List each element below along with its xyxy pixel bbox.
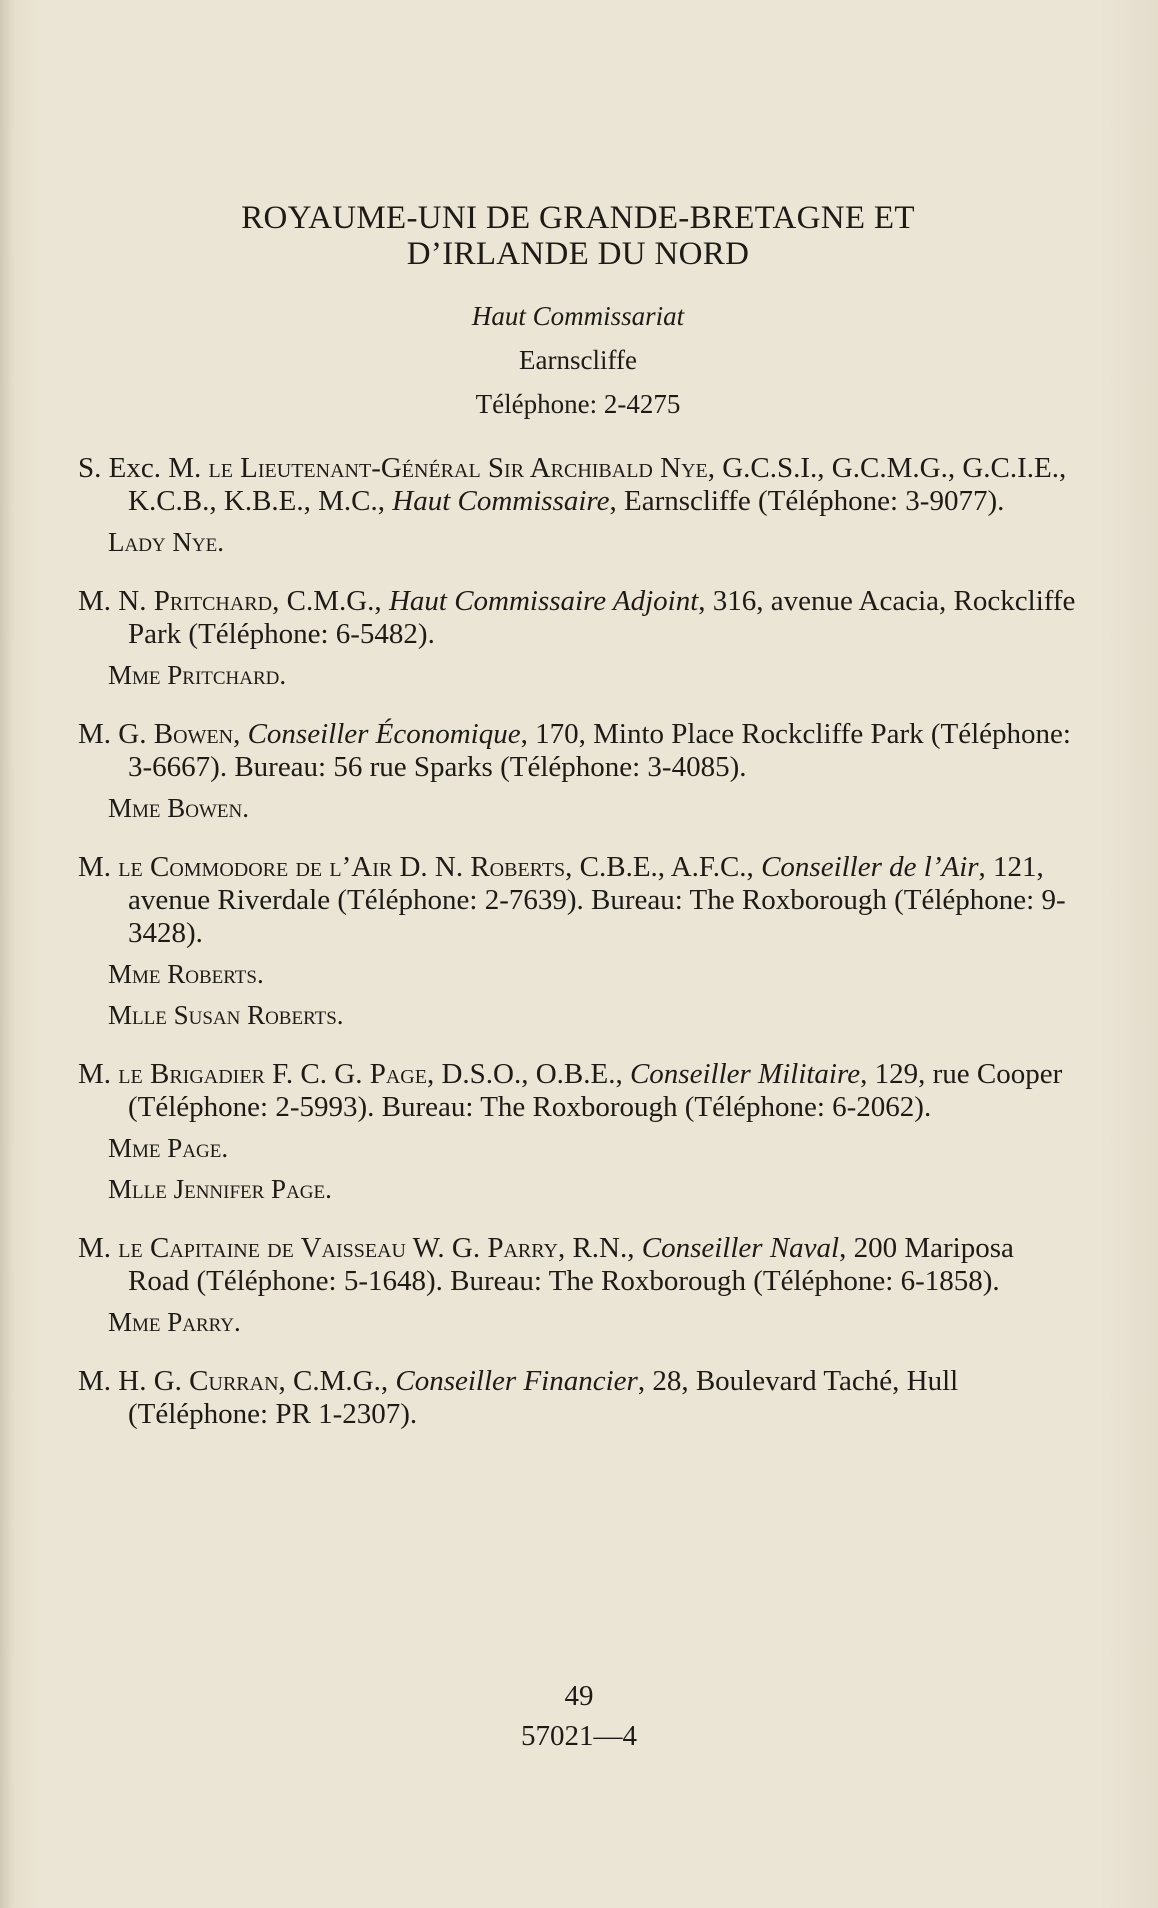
- entry-prefix: M.: [78, 851, 119, 883]
- office-name: Haut Commissariat: [471, 301, 685, 331]
- entry-address: , 316, avenue Acacia, Rockcliffe Park (Téléphone: 6-5482).: [128, 585, 1076, 650]
- entry-title: Conseiller de l’Air: [761, 851, 979, 883]
- entry-address: , 28, Boulevard Taché, Hull (Téléphone: PR 1-2307).: [128, 1365, 959, 1430]
- entry-honours: , D.S.O., O.B.E.,: [426, 1058, 630, 1090]
- entry-honours: , R.N.,: [557, 1232, 642, 1264]
- spouse-line: Mme Parry.: [108, 1307, 241, 1337]
- entry: [78, 1232, 1078, 1298]
- entry-name: le Lieutenant-Général Sir Archibald Nye: [208, 452, 708, 484]
- entry-text: [78, 718, 1078, 784]
- entry-honours: , C.M.G.,: [272, 585, 389, 617]
- entry-name: le Capitaine de Vaisseau W. G. Parry: [118, 1232, 558, 1264]
- entry-name: H. G. Curran: [118, 1365, 279, 1397]
- spouse-line: Mlle Susan Roberts.: [108, 1000, 344, 1030]
- entry-name: le Brigadier F. C. G. Page: [118, 1058, 427, 1090]
- page-number: 49: [564, 1680, 594, 1712]
- entry-name: N. Pritchard: [118, 585, 273, 617]
- entry-name: G. Bowen: [118, 718, 234, 750]
- office-place: Earnscliffe: [519, 345, 637, 375]
- entries-list: [78, 452, 1078, 1431]
- entry-text: [78, 452, 1078, 518]
- entry-title: Haut Commissaire Adjoint: [388, 585, 699, 617]
- entry-name: le Commodore de l’Air D. N. Roberts: [118, 851, 566, 883]
- content: [78, 200, 1078, 1431]
- entry-prefix: M.: [78, 1365, 119, 1397]
- entry-prefix: M.: [78, 1058, 119, 1090]
- entry-honours: , C.B.E., A.F.C.,: [565, 851, 762, 883]
- print-code: 57021—4: [521, 1720, 637, 1752]
- title-line-2: D’IRLANDE DU NORD: [406, 236, 750, 272]
- title-line-1: ROYAUME-UNI DE GRANDE-BRETAGNE ET: [241, 200, 915, 236]
- spouse-line: Mme Pritchard.: [108, 660, 287, 690]
- entry-title: Haut Commissaire: [392, 485, 610, 517]
- entry-text: [78, 851, 1078, 950]
- spouse-line: Mme Bowen.: [108, 793, 249, 823]
- entry: [78, 851, 1078, 950]
- spouse-line: Mme Page.: [108, 1133, 229, 1163]
- entry: [78, 718, 1078, 784]
- spouse-line: Lady Nye.: [108, 527, 224, 557]
- entry: [78, 1058, 1078, 1124]
- entry: [78, 452, 1078, 518]
- spouse-line: Mme Roberts.: [108, 959, 264, 989]
- spouse-line: Mlle Jennifer Page.: [108, 1174, 332, 1204]
- office-phone: Téléphone: 2-4275: [475, 389, 681, 419]
- entry-address: , 170, Minto Place Rockcliffe Park (Téléphone: 3-6667). Bureau: 56 rue Sparks (Téléphone: 3-4085).: [128, 718, 1071, 783]
- entry-honours: , G.C.S.I., G.C.M.G., G.C.I.E., K.C.B., K.B.E., M.C.,: [128, 452, 1067, 517]
- entry-honours: ,: [233, 718, 248, 750]
- entry-text: [78, 1365, 1078, 1431]
- entry-text: [78, 1058, 1078, 1124]
- entry-prefix: M.: [78, 1232, 119, 1264]
- entry-title: Conseiller Économique: [247, 718, 521, 750]
- entry-title: Conseiller Financier: [395, 1365, 638, 1397]
- entry-address: , 121, avenue Riverdale (Téléphone: 2-7639). Bureau: The Roxborough (Téléphone: 9-3428).: [128, 851, 1066, 949]
- entry-text: [78, 585, 1078, 651]
- entry-text: [78, 1232, 1078, 1298]
- entry: [78, 1365, 1078, 1431]
- entry-address: , Earnscliffe (Téléphone: 3-9077).: [609, 485, 1005, 517]
- entry-prefix: M.: [78, 585, 119, 617]
- entry: [78, 585, 1078, 651]
- entry-address: , 200 Mariposa Road (Téléphone: 5-1648). Bureau: The Roxborough (Téléphone: 6-1858).: [128, 1232, 1014, 1297]
- entry-honours: , C.M.G.,: [278, 1365, 396, 1397]
- entry-address: , 129, rue Cooper (Téléphone: 2-5993). Bureau: The Roxborough (Téléphone: 6-2062).: [128, 1058, 1063, 1123]
- entry-prefix: S. Exc. M.: [78, 452, 209, 484]
- entry-title: Conseiller Naval: [641, 1232, 840, 1264]
- entry-title: Conseiller Militaire: [629, 1058, 861, 1090]
- entry-prefix: M.: [78, 718, 119, 750]
